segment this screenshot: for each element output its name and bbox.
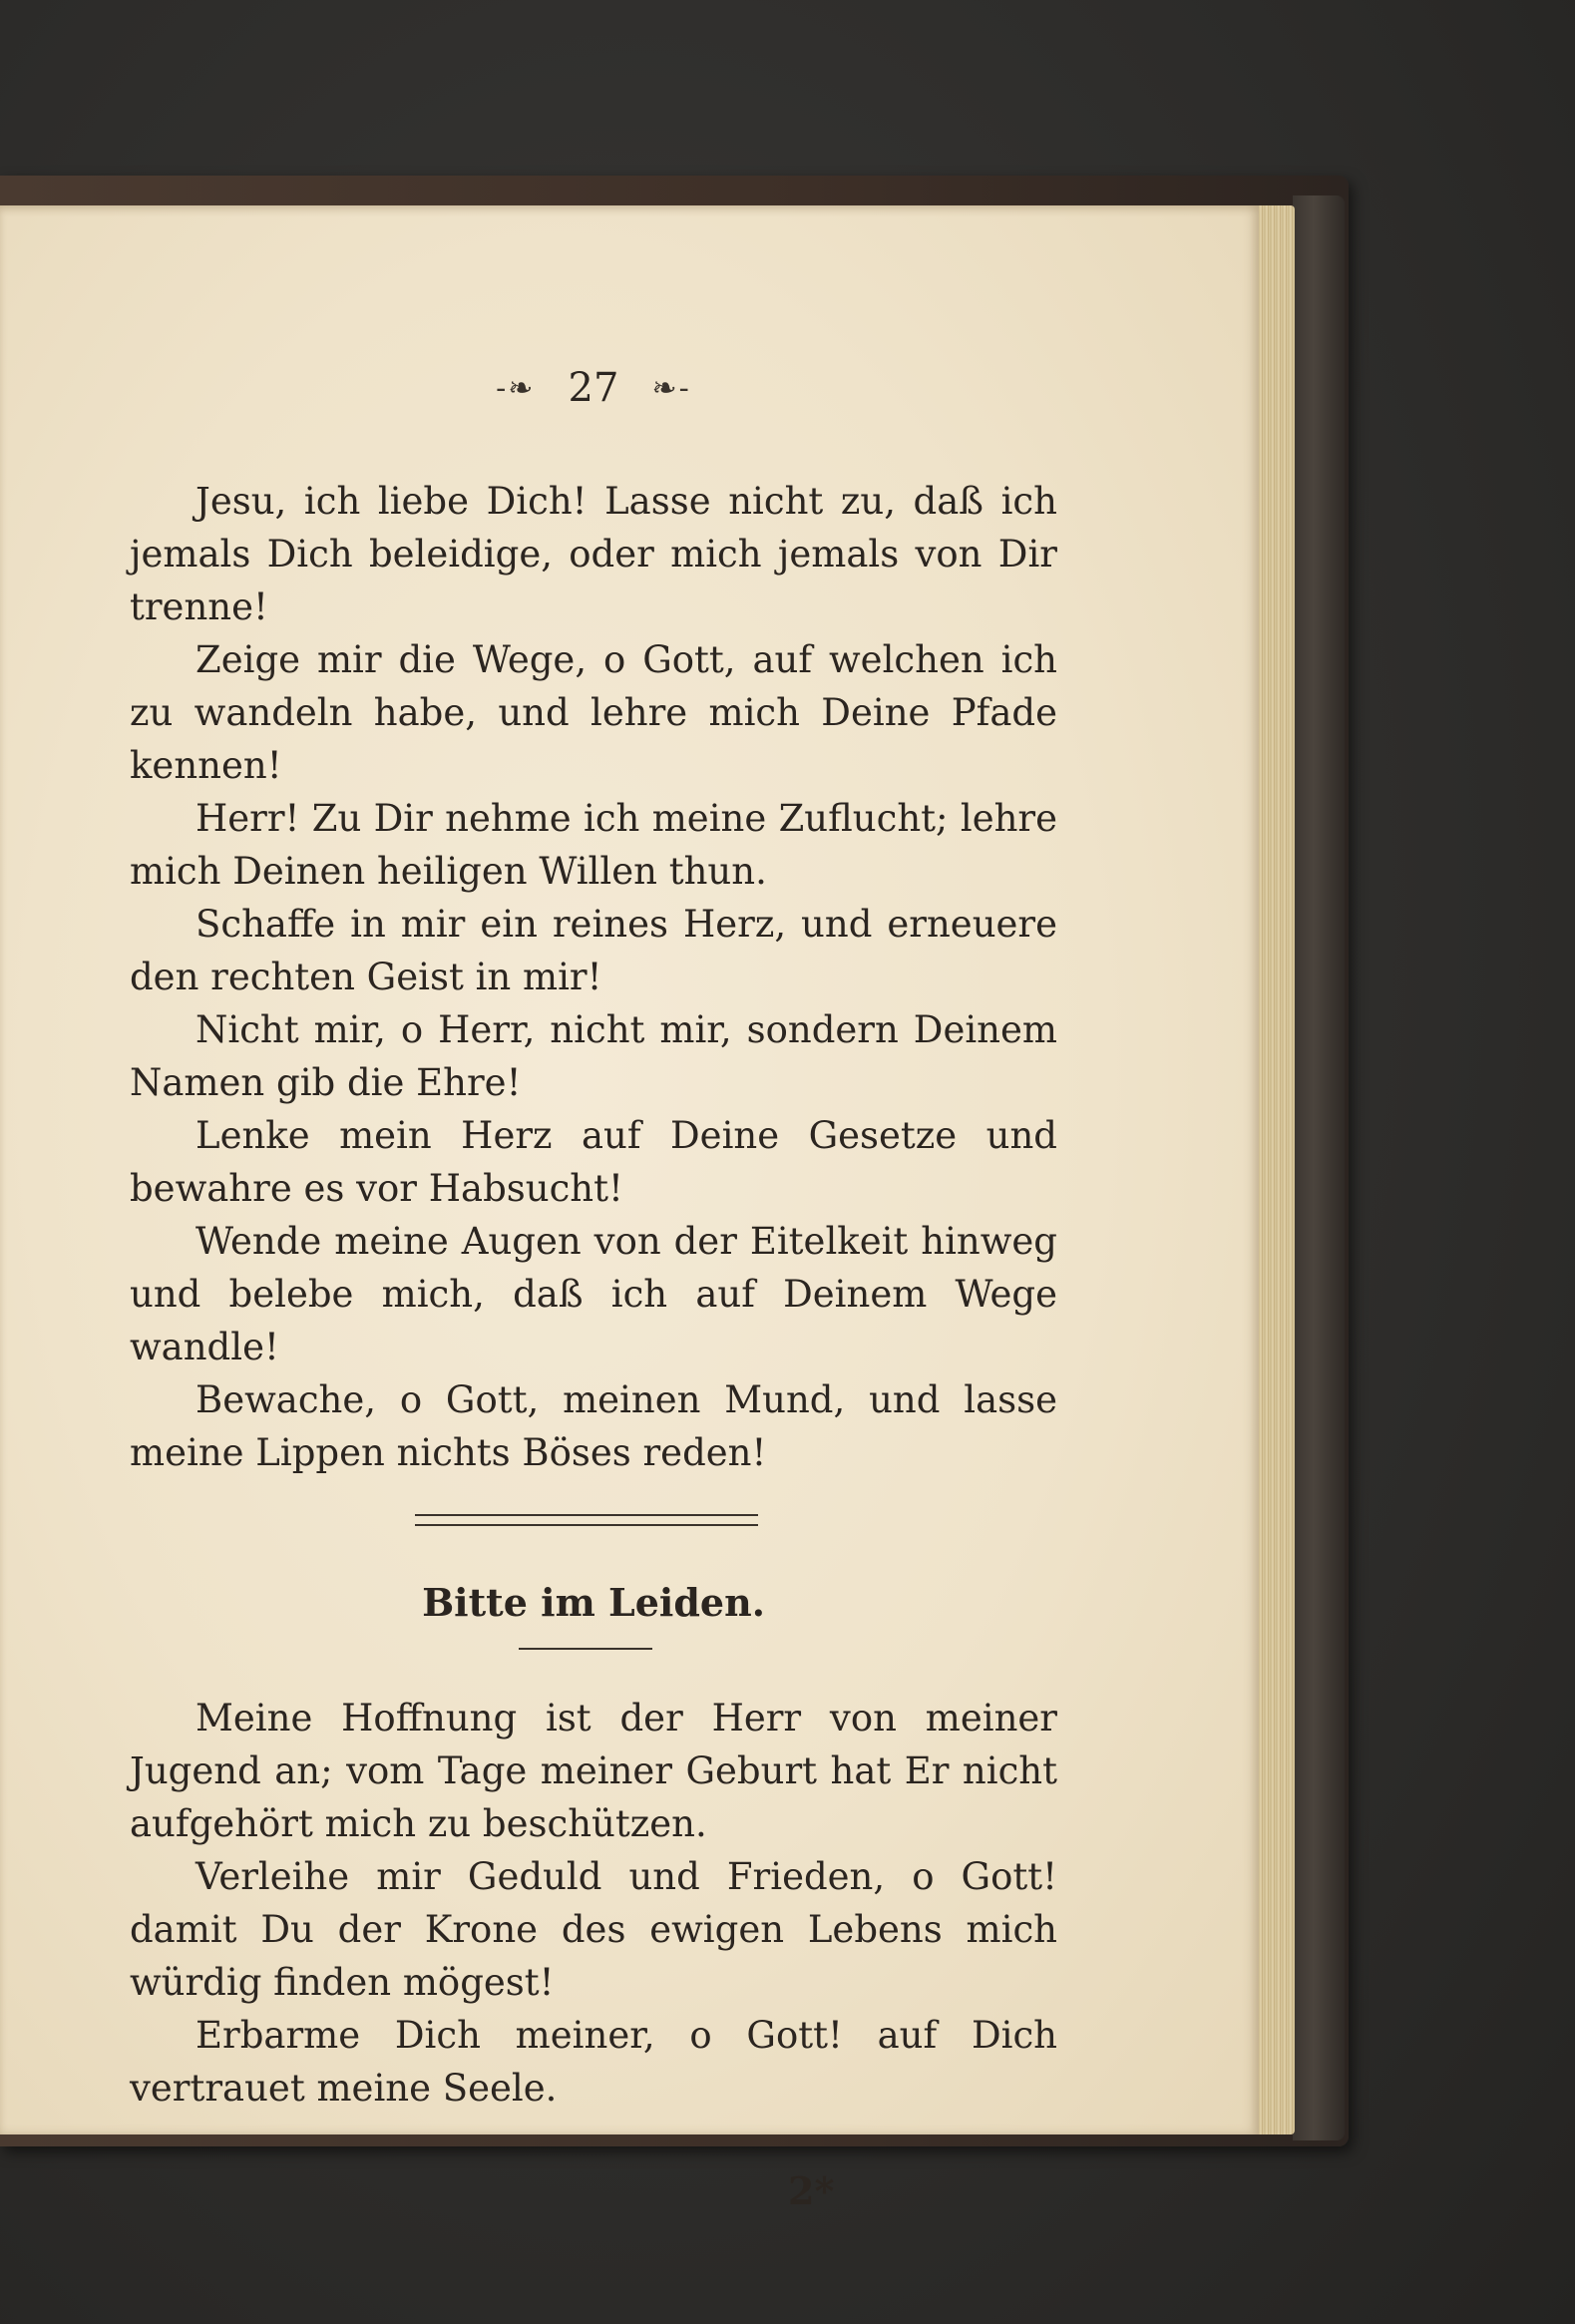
paragraph: Lenke mein Herz auf Deine Gesetze und bewahre es vor Habsucht! [130, 1114, 1057, 1210]
paragraph: Zeige mir die Wege, o Gott, auf welchen ich zu wandeln habe, und lehre mich Deine Pfade kennen! [130, 638, 1057, 787]
paragraph: Bewache, o Gott, meinen Mund, und lasse meine Lippen nichts Böses reden! [130, 1378, 1057, 1474]
paragraph: Erbarme Dich meiner, o Gott! auf Dich vertrauet meine Seele. [130, 2014, 1057, 2110]
section-divider-single [519, 1648, 652, 1650]
book-spine-edge [1293, 195, 1345, 2140]
paragraph: Jesu, ich liebe Dich! Lasse nicht zu, daß ich jemals Dich beleidige, oder mich jemals von Dir trenne! [130, 480, 1057, 628]
section-divider-double [415, 1514, 758, 1526]
paragraph: Nicht mir, o Herr, nicht mir, sondern Deinem Namen gib die Ehre! [130, 1008, 1057, 1104]
paragraph: Wende meine Augen von der Eitelkeit hinweg und belebe mich, daß ich auf Deinem Wege wandle! [130, 1220, 1057, 1368]
book-page [0, 205, 1259, 2213]
paragraph: Meine Hoffnung ist der Herr von meiner Jugend an; vom Tage meiner Geburt hat Er nicht aufgehört mich zu beschützen. [130, 1697, 1057, 1845]
section-title: Bitte im Leiden. [422, 1580, 765, 1625]
prayer-text-top [130, 475, 1057, 1479]
ornament-left-icon: -❧ [496, 370, 536, 406]
paragraph: Verleihe mir Geduld und Frieden, o Gott! damit Du der Krone des ewigen Lebens mich würdig finden mögest! [130, 1855, 1057, 2004]
paragraph: Herr! Zu Dir nehme ich meine Zuflucht; lehre mich Deinen heiligen Willen thun. [130, 797, 1057, 893]
prayer-text-bottom [130, 1692, 1057, 2115]
paragraph: Schaffe in mir ein reines Herz, und erneuere den rechten Geist in mir! [130, 903, 1057, 998]
page-header [130, 365, 1057, 425]
page-number: 27 [568, 365, 619, 411]
ornament-right-icon: ❧- [651, 370, 691, 406]
signature-mark: 2* [788, 2168, 835, 2213]
